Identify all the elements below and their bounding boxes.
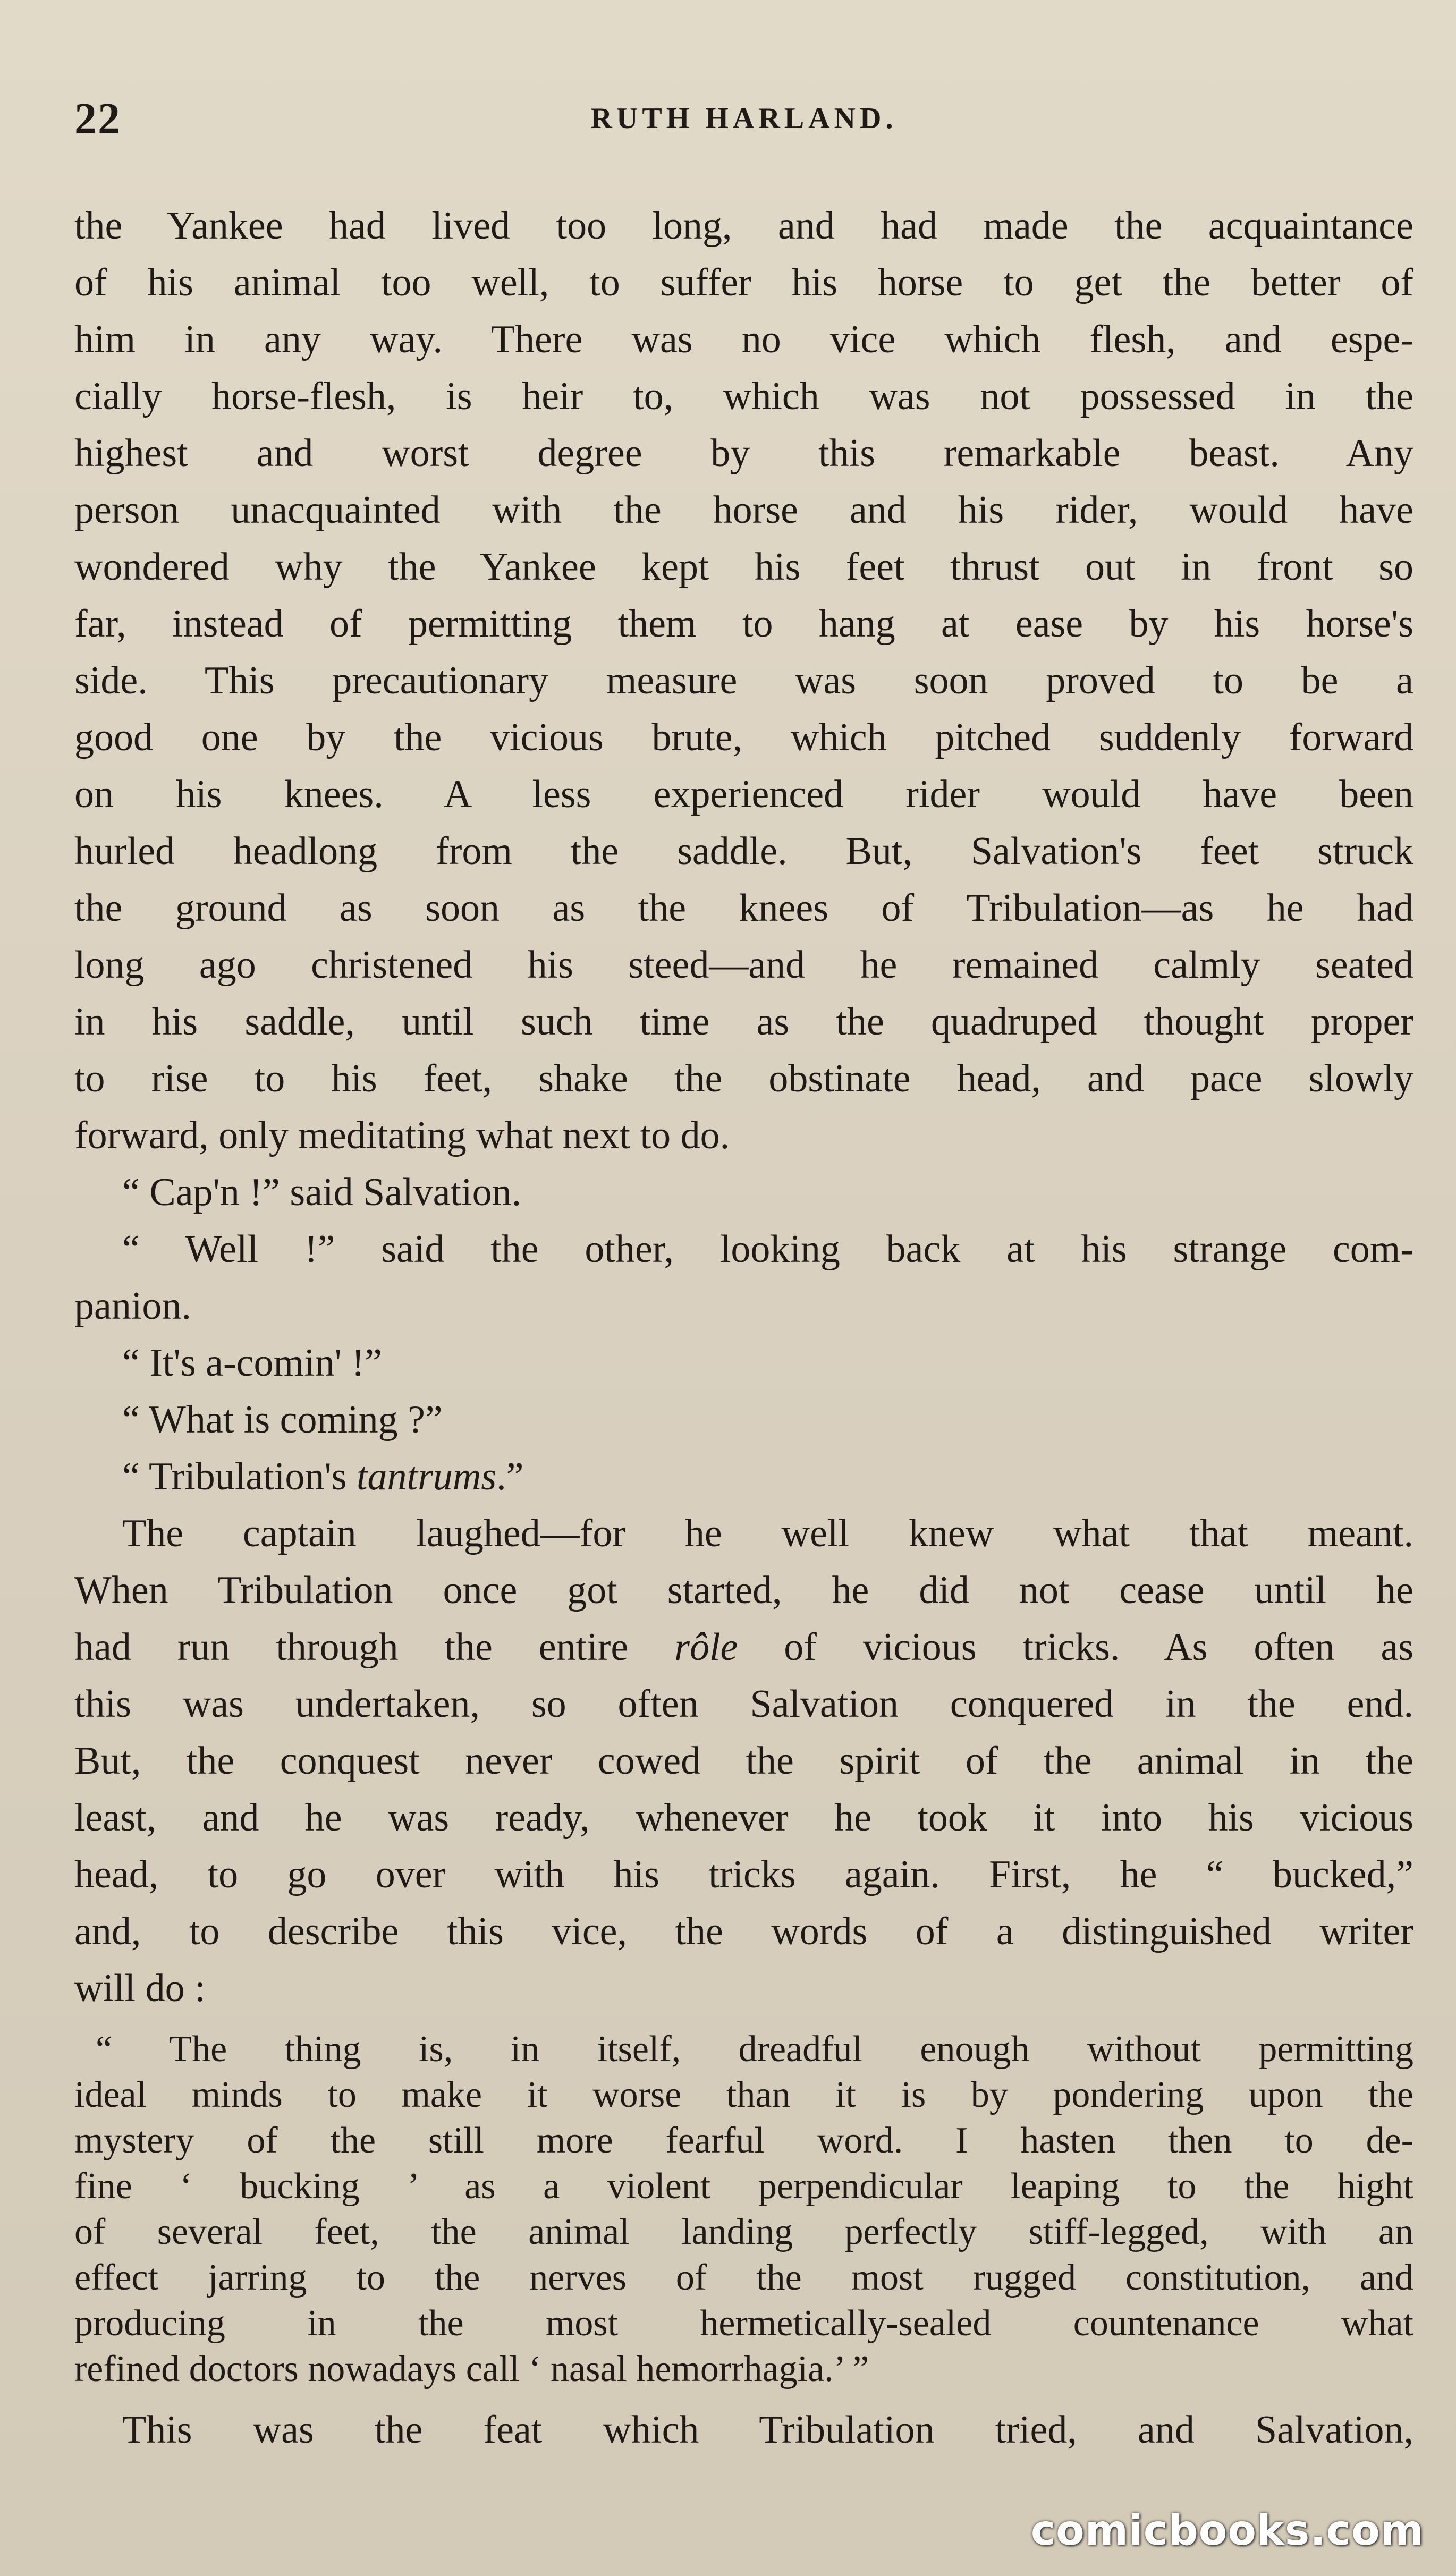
dialogue-text: .” <box>496 1455 524 1498</box>
quote-line: mystery of the still more fearful word. I hasten then to de- <box>74 2120 1413 2161</box>
quote-line: of several feet, the animal landing perfectly stiff-legged, with an <box>74 2211 1413 2252</box>
dialogue-line <box>74 1448 1413 1505</box>
text-line: But, the conquest never cowed the spirit of the animal in the <box>74 1739 1413 1783</box>
running-title: RUTH HARLAND. <box>590 102 898 135</box>
quote-line: “ The thing is, in itself, dreadful enough without permitting <box>96 2029 1413 2070</box>
quote-line: effect jarring to the nerves of the most rugged constitution, and <box>74 2257 1413 2298</box>
text-line: good one by the vicious brute, which pitched suddenly forward <box>74 716 1413 759</box>
block-quote <box>74 2027 1413 2392</box>
text-line: to rise to his feet, shake the obstinate head, and pace slowly <box>74 1057 1413 1100</box>
text-line: in his saddle, until such time as the quadruped thought proper <box>74 1000 1413 1044</box>
dialogue-line: “ Well !” said the other, looking back at his strange com- <box>122 1227 1413 1271</box>
text-line: this was undertaken, so often Salvation conquered in the end. <box>74 1682 1413 1726</box>
watermark: comicbooks.com <box>1030 2507 1424 2555</box>
page-number: 22 <box>74 94 121 143</box>
italic-word: rôle <box>674 1625 738 1669</box>
text-line: the ground as soon as the knees of Tribulation—as he had <box>74 886 1413 930</box>
dialogue-line: “ What is coming ?” <box>122 1398 443 1442</box>
text-line: will do : <box>74 1967 206 2010</box>
dialogue-text: “ Tribulation's <box>122 1455 357 1498</box>
line-text: had run through the entire <box>74 1625 675 1669</box>
dialogue-line: “ It's a-comin' !” <box>122 1341 382 1385</box>
text-line: When Tribulation once got started, he did not cease until he <box>74 1569 1413 1612</box>
text-line: long ago christened his steed—and he remained calmly seated <box>74 943 1413 987</box>
text-line: head, to go over with his tricks again. First, he “ bucked,” <box>74 1853 1413 1896</box>
text-line: wondered why the Yankee kept his feet thrust out in front so <box>74 545 1413 589</box>
text-line: The captain laughed—for he well knew what that meant. <box>122 1512 1413 1555</box>
closing-line: This was the feat which Tribulation tried, and Salvation, <box>122 2408 1413 2452</box>
text-line: forward, only meditating what next to do. <box>74 1114 730 1157</box>
text-line: and, to describe this vice, the words of a distinguished writer <box>74 1910 1413 1953</box>
quote-line: refined doctors nowadays call ‘ nasal hemorrhagia.’ ” <box>74 2349 869 2389</box>
quote-line: ideal minds to make it worse than it is by pondering upon the <box>74 2074 1413 2115</box>
text-line: far, instead of permitting them to hang at ease by his horse's <box>74 602 1413 646</box>
text-line: least, and he was ready, whenever he took it into his vicious <box>74 1796 1413 1840</box>
line-text: of vicious tricks. As often as <box>738 1625 1414 1669</box>
text-line <box>74 1619 1413 1676</box>
page-header <box>74 93 1413 151</box>
text-line: him in any way. There was no vice which flesh, and espe- <box>74 318 1413 361</box>
text-line: the Yankee had lived too long, and had made the acquaintance <box>74 204 1413 248</box>
text-line: hurled headlong from the saddle. But, Salvation's feet struck <box>74 829 1413 873</box>
text-line: cially horse-flesh, is heir to, which was not possessed in the <box>74 375 1413 418</box>
text-line: panion. <box>74 1284 191 1328</box>
text-line: of his animal too well, to suffer his horse to get the better of <box>74 261 1413 304</box>
italic-word: tantrums <box>356 1455 497 1498</box>
quote-line: producing in the most hermetically-sealed countenance what <box>74 2303 1413 2344</box>
text-line: side. This precautionary measure was soon proved to be a <box>74 659 1413 702</box>
text-line: on his knees. A less experienced rider would have been <box>74 773 1413 816</box>
quote-line: fine ‘ bucking ’ as a violent perpendicular leaping to the hight <box>74 2166 1413 2207</box>
dialogue-line: “ Cap'n !” said Salvation. <box>122 1171 522 1214</box>
text-line: person unacquainted with the horse and his rider, would have <box>74 488 1413 532</box>
body-text <box>74 198 1413 2459</box>
text-line: highest and worst degree by this remarkable beast. Any <box>74 431 1413 475</box>
